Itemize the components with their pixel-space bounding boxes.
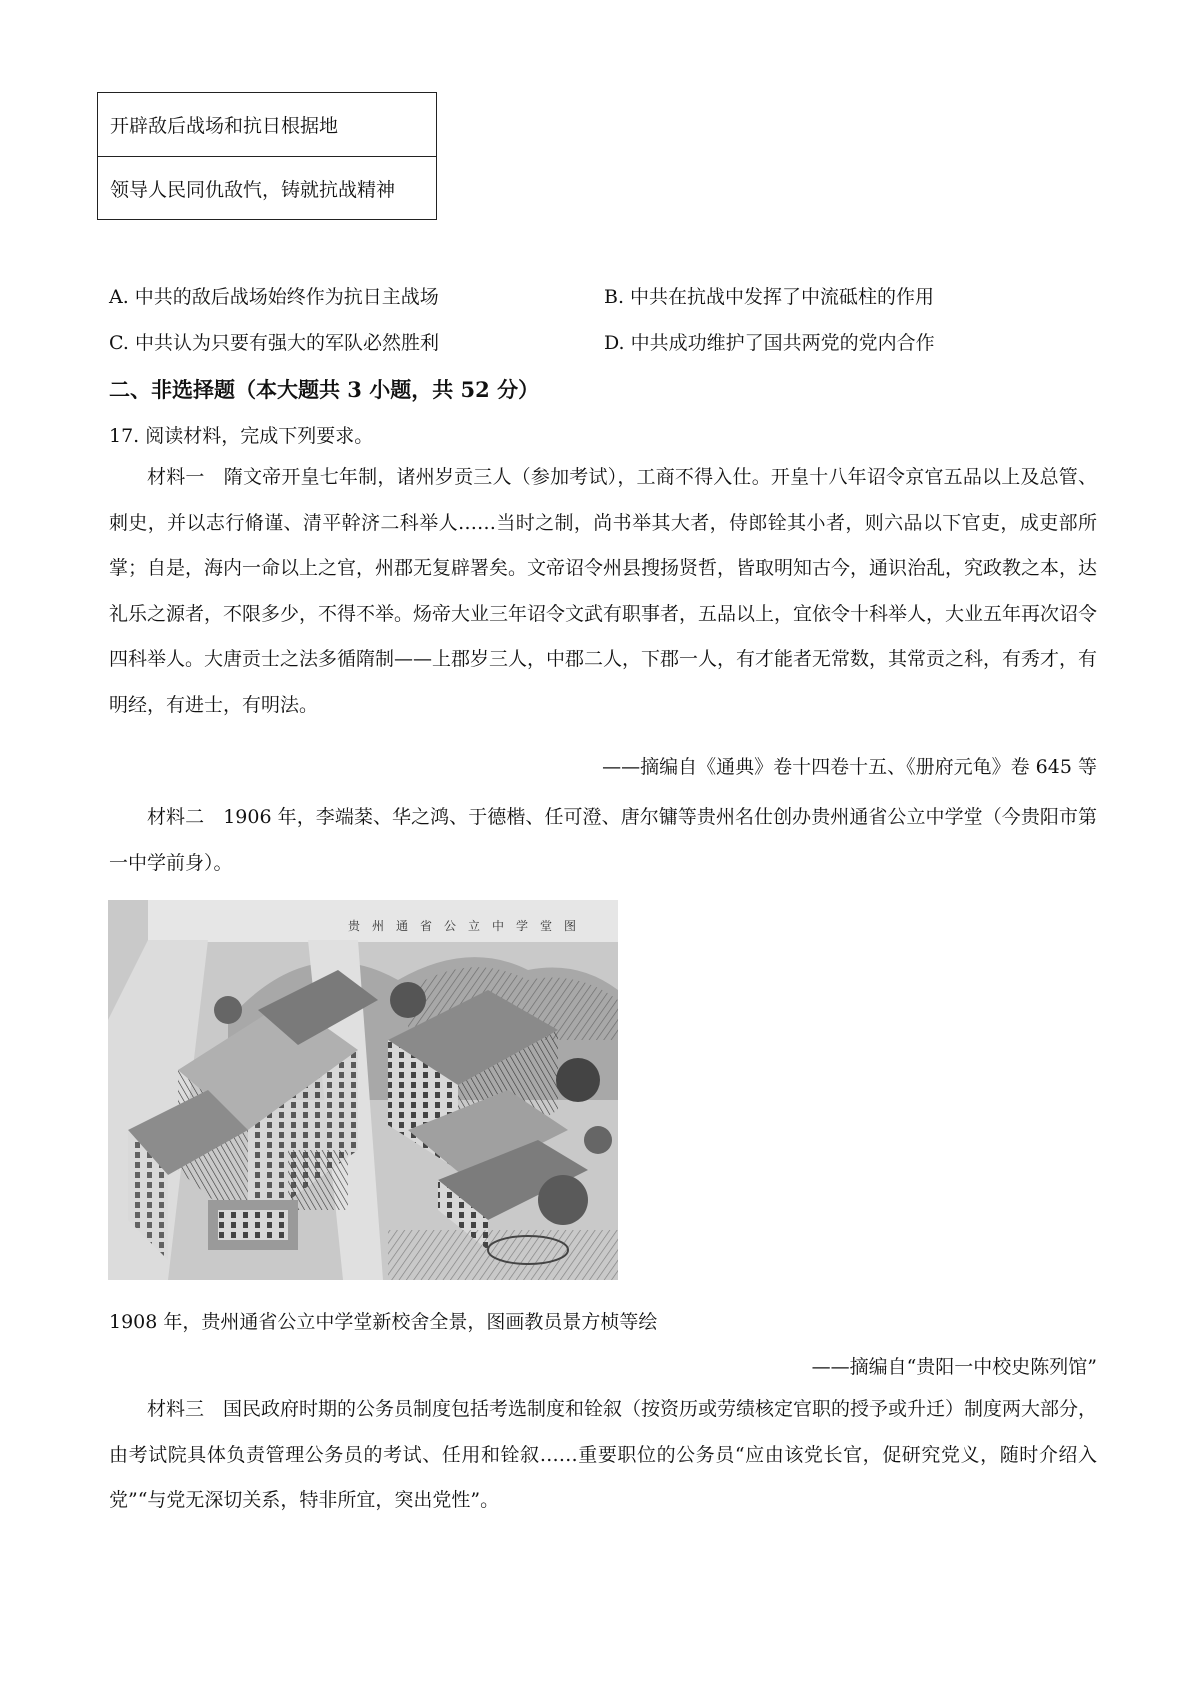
campus-sketch-icon: [108, 900, 618, 1280]
photo-inscription: 贵州通省公立中学堂图: [347, 919, 588, 933]
section-title: 二、非选择题（本大题共 3 小题，共 52 分）: [109, 377, 540, 402]
option-a: A. 中共的敌后战场始终作为抗日主战场: [109, 286, 439, 308]
question-17-prompt: 17. 阅读材料，完成下列要求。: [109, 425, 374, 447]
material-1: 材料一 隋文帝开皇七年制，诸州岁贡三人（参加考试），工商不得入仕。开皇十八年诏令京官五品以上及总管、刺史，并以志行脩谨、清平幹济二科举人……当时之制，尚书举其大者，侍郎铨其小者，则六品以下官吏，成吏部所掌；自是，海内一命以上之官，州郡无复辟署矣。文帝诏令州县搜扬贤哲，皆取明知古今，通识治乱，究政教之本，达礼乐之源者，不限多少，不得不举。炀帝大业三年诏令文武有职事者，五品以上，宜依令十科举人，大业五年再次诏令四科举人。大唐贡士之法多循隋制——上郡岁三人，中郡二人，下郡一人，有才能者无常数，其常贡之科，有秀才，有明经，有进士，有明法。: [109, 466, 1098, 716]
option-b: B. 中共在抗战中发挥了中流砥柱的作用: [604, 286, 935, 308]
photo-caption: 1908 年，贵州通省公立中学堂新校舍全景，图画教员景方桢等绘: [109, 1311, 658, 1333]
material-2: 材料二 1906 年，李端棻、华之鸿、于德楷、任可澄、唐尔镛等贵州名仕创办贵州通省公立中学堂（今贵阳市第一中学前身）。: [109, 806, 1097, 874]
material-2-source: ——摘编自“贵阳一中校史陈列馆”: [811, 1356, 1097, 1378]
material-3: 材料三 国民政府时期的公务员制度包括考选制度和铨叙（按资历或劳绩核定官职的授予或升迁）制度两大部分，由考试院具体负责管理公务员的考试、任用和铨叙……重要职位的公务员“应由该党长官，促研究党义，随时介绍入党”“与党无深切关系，特非所宜，突出党性”。: [109, 1398, 1098, 1511]
table-row: 开辟敌后战场和抗日根据地: [110, 115, 339, 137]
answer-table: [97, 92, 437, 220]
school-campus-illustration: [108, 900, 618, 1280]
option-c: C. 中共认为只要有强大的军队必然胜利: [109, 332, 439, 354]
table-row: 领导人民同仇敌忾，铸就抗战精神: [98, 156, 436, 219]
option-d: D. 中共成功维护了国共两党的党内合作: [604, 332, 935, 354]
material-1-source: ——摘编自《通典》卷十四卷十五、《册府元龟》卷 645 等: [602, 756, 1097, 778]
